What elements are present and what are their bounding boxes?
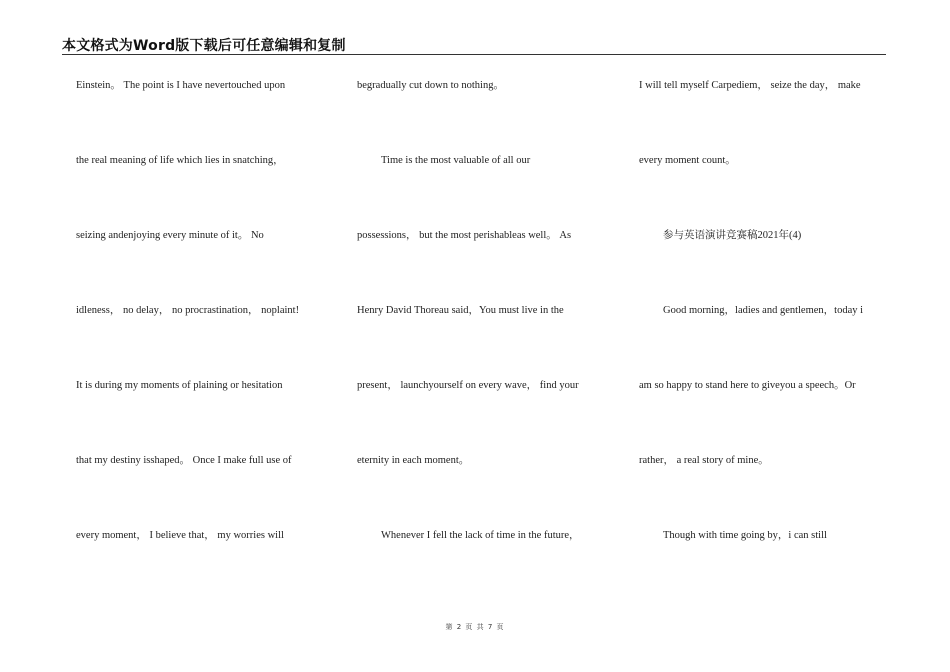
text-line: Henry David Thoreau said，You must live in the [357, 305, 564, 316]
section-heading: 参与英语演讲竞赛稿2021年(4) [663, 230, 802, 241]
text-line: begradually cut down to nothing。 [357, 80, 504, 91]
text-line: idleness， no delay， no procrastination， noplaint! [76, 305, 300, 316]
text-line: every moment， I believe that， my worries will [76, 530, 284, 541]
text-column-3 [639, 0, 889, 672]
text-line: rather， a real story of mine。 [639, 455, 769, 466]
text-line: Time is the most valuable of all our [381, 155, 531, 166]
text-line: seizing andenjoying every minute of it。 No [76, 230, 264, 241]
text-line: Good morning，ladies and gentlemen，today i [663, 305, 864, 316]
text-line: that my destiny isshaped。 Once I make full use of [76, 455, 292, 466]
text-line: Though with time going by，i can still [663, 530, 827, 541]
text-line: possessions， but the most perishableas well。 As [357, 230, 572, 241]
header-title: 本文格式为Word版下载后可任意编辑和复制 [62, 38, 346, 54]
page-number: 第 2 页 共 7 页 [445, 623, 505, 631]
text-line: eternity in each moment。 [357, 455, 470, 466]
text-column-2 [357, 0, 619, 672]
text-line: am so happy to stand here to giveyou a speech。Or [639, 380, 856, 391]
text-line: Einstein。 The point is I have nevertouched upon [76, 80, 286, 91]
text-line: every moment count。 [639, 155, 736, 166]
text-line: It is during my moments of plaining or hesitation [76, 380, 283, 391]
text-line: Whenever I fell the lack of time in the future， [381, 530, 580, 541]
text-column-1 [76, 0, 334, 672]
text-line: the real meaning of life which lies in snatching， [76, 155, 284, 166]
text-line: I will tell myself Carpediem， seize the day， make [639, 80, 861, 91]
text-line: present， launchyourself on every wave， find your [357, 380, 579, 391]
